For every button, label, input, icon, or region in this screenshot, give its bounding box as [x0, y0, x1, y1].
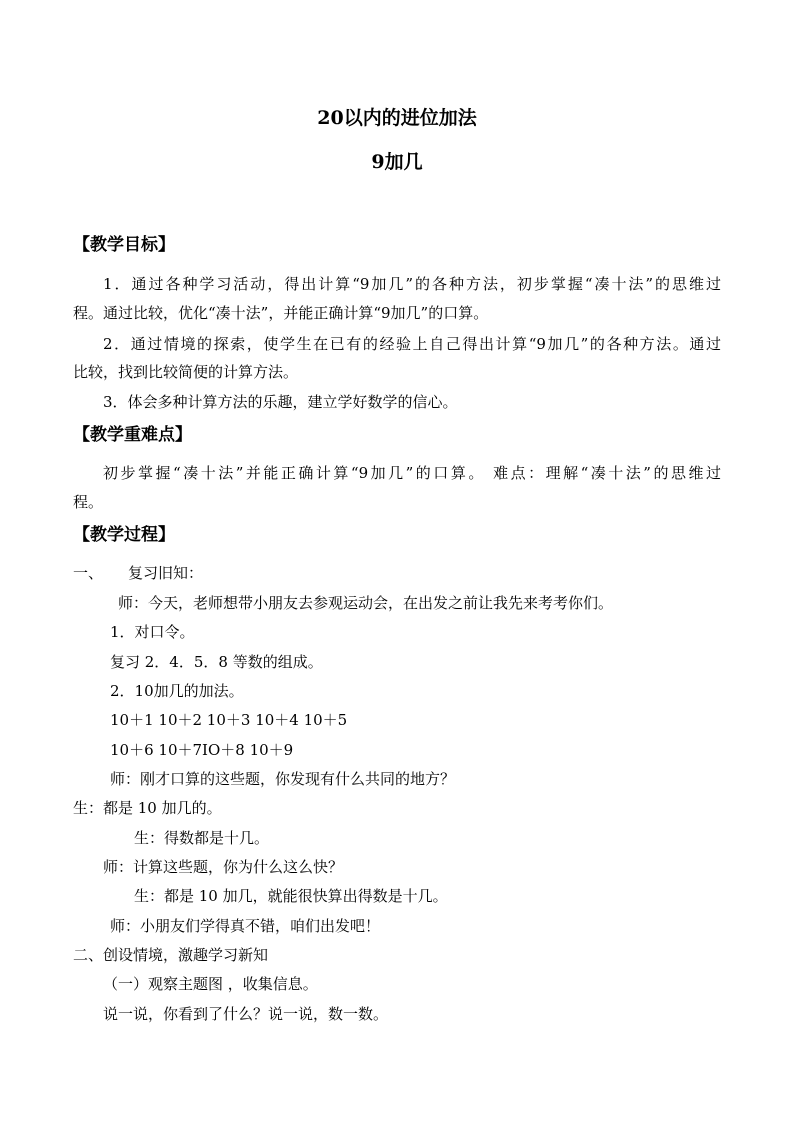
process-line: 说一说，你看到了什么？说一说，数一数。	[103, 1005, 389, 1023]
objective-1-line-1: 1．通过各种学习活动，得出计算“9加几”的各种方法，初步掌握“凑十法”的思维过	[103, 275, 721, 293]
process-line: 生：都是 10 加几的。	[73, 799, 222, 817]
process-line: 师：刚才口算的这些题，你发现有什么共同的地方？	[110, 770, 456, 788]
objective-2-line-1: 2．通过情境的探索，使学生在已有的经验上自己得出计算“9加几”的各种方法。通过	[103, 335, 721, 353]
process-line: 师：小朋友们学得真不错，咱们出发吧！	[110, 917, 381, 935]
keypoints-line-2: 程。	[73, 493, 104, 511]
process-line: （一）观察主题图 ，收集信息。	[103, 975, 318, 993]
objective-2-line-2: 比较，找到比较简便的计算方法。	[73, 363, 299, 381]
document-title: 20以内的进位加法	[317, 107, 477, 129]
process-line: 1．对口令。	[110, 623, 195, 641]
process-line: 生：都是 10 加几，就能很快算出得数是十几。	[134, 887, 448, 905]
math-expressions-row-2: 10＋6 10＋7IO＋8 10＋9	[110, 741, 294, 759]
keypoints-line-1: 初步掌握“凑十法”并能正确计算“9加几”的口算。 难点：理解“凑十法”的思维过	[103, 464, 721, 482]
process-line: 2．10加几的加法。	[110, 682, 244, 700]
step-2-title: 二、创设情境，激趣学习新知	[73, 946, 269, 964]
process-line: 生：得数都是十几。	[134, 829, 270, 847]
step-1-title: 复习旧知：	[128, 564, 204, 582]
objective-3: 3．体会多种计算方法的乐趣，建立学好数学的信心。	[103, 393, 458, 411]
process-line: 师：计算这些题，你为什么这么快？	[103, 858, 344, 876]
objectives-heading: 【教学目标】	[73, 235, 175, 255]
objective-1-line-2: 程。通过比较，优化“凑十法”，并能正确计算“9加几”的口算。	[73, 304, 489, 322]
process-line: 师：今天，老师想带小朋友去参观运动会，在出发之前让我先来考考你们。	[118, 594, 614, 612]
process-heading: 【教学过程】	[73, 525, 175, 545]
keypoints-heading: 【教学重难点】	[73, 425, 192, 445]
process-line: 复习 2．4．5．8 等数的组成。	[110, 653, 323, 671]
step-1-number: 一、	[73, 564, 104, 582]
document-subtitle: 9加几	[371, 151, 423, 173]
math-expressions-row-1: 10＋1 10＋2 10＋3 10＋4 10＋5	[110, 711, 348, 729]
